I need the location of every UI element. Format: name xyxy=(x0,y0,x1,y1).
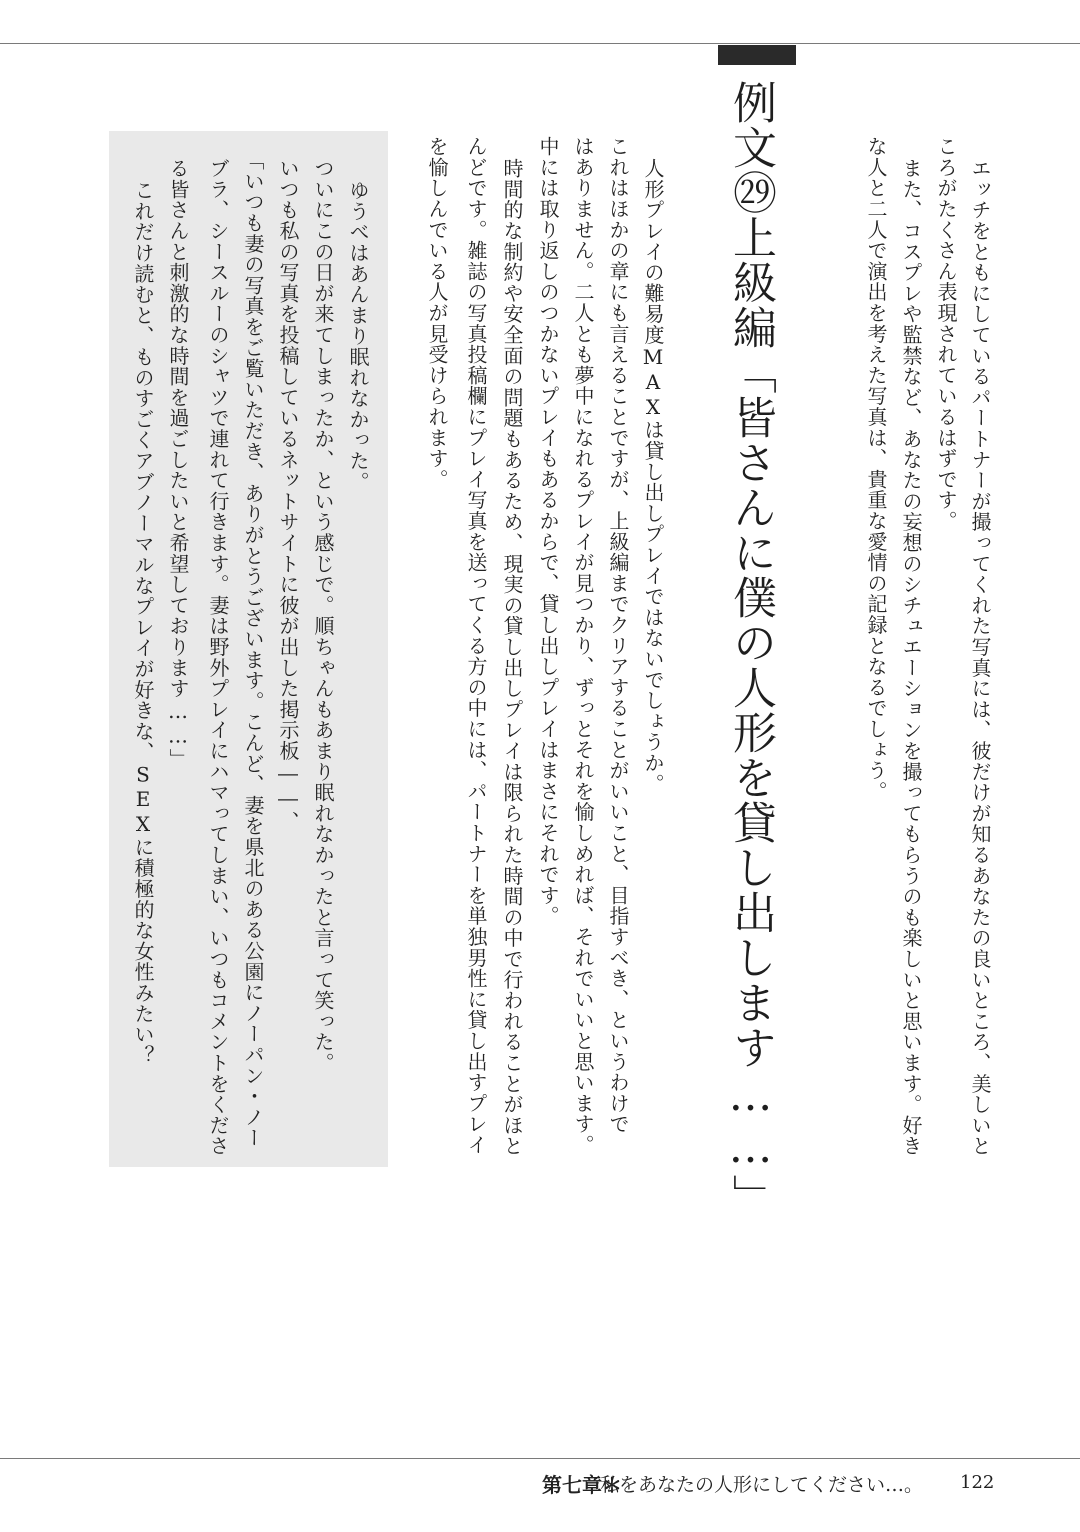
footer-chapter: 第七章＊ xyxy=(542,1473,622,1497)
body-line-3: はありません。二人とも夢中になれるプレイが見つかり、ずっとそれを愉しめれば、それでいいと思います。 xyxy=(571,136,595,1156)
sidebar-line-7: これだけ読むと、ものすごくアブノーマルなプレイが好きな、SEXに積極的な女性みたい？ xyxy=(131,180,155,1066)
bottom-rule xyxy=(0,1458,1080,1459)
footer-chapter-title: 私をあなたの人形にしてください…。 xyxy=(600,1474,924,1496)
sidebar-line-3: いつも私の写真を投稿しているネットサイトに彼が出した掲示板――、 xyxy=(276,158,300,832)
sidebar-line-4: 「いつも妻の写真をご覧いただき、ありがとうございます。こんど、妻を県北のある公園にノーパン・ノー xyxy=(241,150,265,1149)
intro-line-4: な人と二人で演出を考えた写真は、貴重な愛情の記録となるでしょう。 xyxy=(864,136,888,802)
top-rule xyxy=(0,43,1080,44)
section-heading: 例文㉙上級編「皆さんに僕の人形を貸し出します……」 xyxy=(725,80,776,1219)
sidebar-line-2: ついにこの日が来てしまったか、という感じで。順ちゃんもあまり眠れなかったと言って笑った。 xyxy=(311,158,335,1074)
intro-line-3: また、コスプレや監禁など、あなたの妄想のシチュエーションを撮ってもらうのも楽しいと思います。好き xyxy=(899,158,923,1157)
body-line-7: を愉しんでいる人が見受けられます。 xyxy=(425,136,449,490)
body-line-5: 時間的な制約や安全面の問題もあるため、現実の貸し出しプレイは限られた時間の中で行われることがほと xyxy=(500,158,524,1157)
sidebar-line-6: る皆さんと刺激的な時間を過ごしたいと希望しております……」 xyxy=(166,158,190,770)
heading-bar xyxy=(718,45,796,65)
intro-line-2: ころがたくさん表現されているはずです。 xyxy=(934,136,958,532)
page-number: 122 xyxy=(960,1472,995,1493)
body-line-4: 中には取り返しのつかないプレイもあるからで、貸し出しプレイはまさにそれです。 xyxy=(536,136,560,927)
body-line-6: んどです。雑誌の写真投稿欄にプレイ写真を送ってくる方の中には、パートナーを単独男性に貸し出すプレイ xyxy=(464,136,488,1156)
body-line-1: 人形プレイの難易度MAXは貸し出しプレイではないでしょうか。 xyxy=(641,158,665,794)
intro-line-1: エッチをともにしているパートナーが撮ってくれた写真には、彼だけが知るあなたの良いところ、美しいと xyxy=(968,158,992,1157)
body-line-2: これはほかの章にも言えることですが、上級編までクリアすることがいいこと、目指すべき、というわけで xyxy=(606,136,630,1135)
sidebar-line-5: ブラ、シースルーのシャツで連れて行きます。妻は野外プレイにハマってしまい、いつもコメントをくださ xyxy=(206,158,230,1157)
sidebar-line-1: ゆうべはあんまり眠れなかった。 xyxy=(346,180,370,492)
